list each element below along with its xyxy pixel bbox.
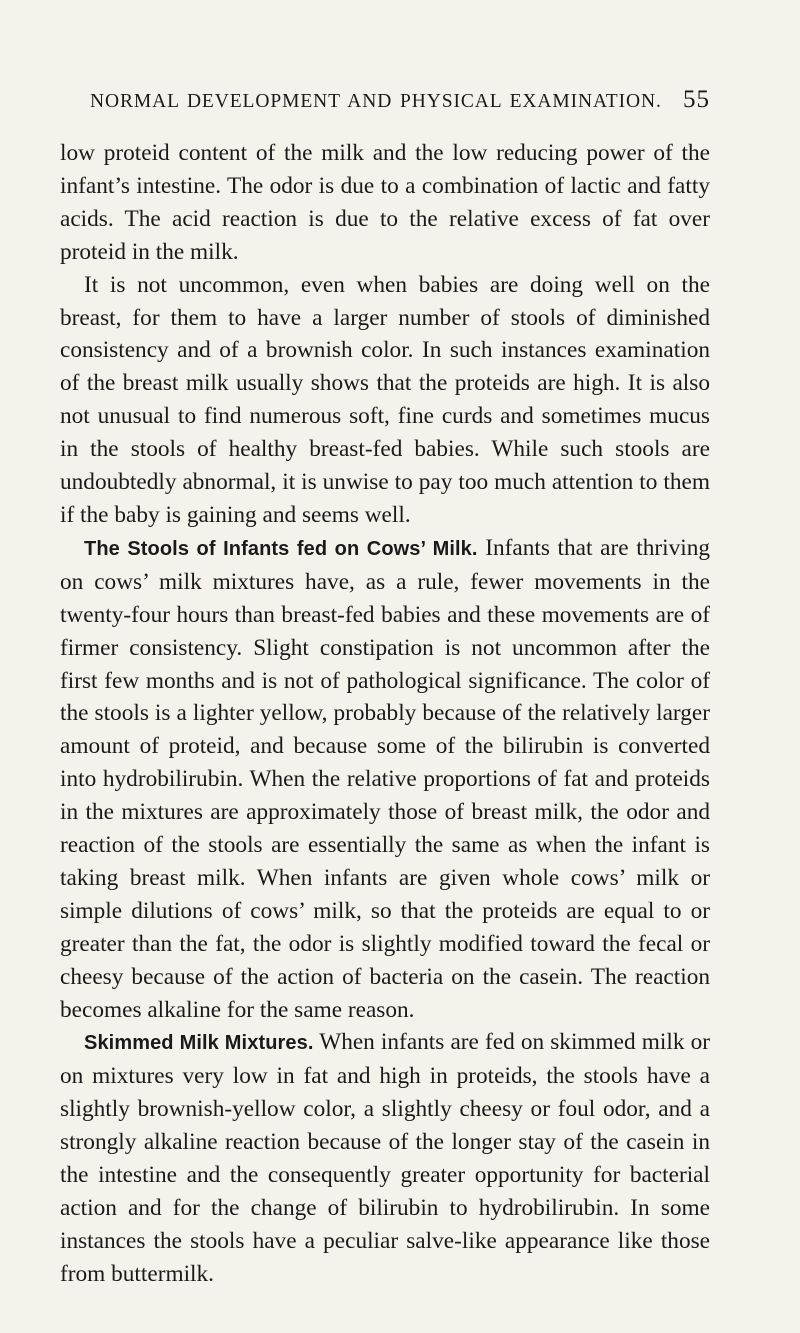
running-head	[90, 86, 710, 114]
paragraph-skimmed-milk	[60, 1026, 710, 1290]
paragraph-text: When infants are fed on skimmed milk or on mixtures very low in fat and high in proteids, the stools have a slightly brownish-yellow color, a slightly cheesy or foul odor, and a strongly alkaline reaction because of the longer stay of the casein in the intestine and the consequently greater opportunity for bacterial action and for the change of bilirubin to hydrobilirubin. In some instances the stools have a peculiar salve-like appearance like those from buttermilk.	[60, 1029, 710, 1287]
section-heading-cows-milk: The Stools of Infants fed on Cows’ Milk.	[84, 537, 478, 560]
paragraph-text: low proteid content of the milk and the low reducing power of the infant’s intestine. The odor is due to a combination of lactic and fatty acids. The acid reaction is due to the relative excess of fat over proteid in the milk.	[60, 140, 710, 265]
running-title: NORMAL DEVELOPMENT AND PHYSICAL EXAMINATION.	[90, 91, 662, 112]
paragraph-text: It is not uncommon, even when babies are doing well on the breast, for them to have a larger number of stools of diminished consistency and of a brownish color. In such instances examination of the breast milk usually shows that the proteids are high. It is also not unusual to find numerous soft, fine curds and sometimes mucus in the stools of healthy breast-fed babies. While such stools are undoubtedly abnormal, it is unwise to pay too much attention to them if the baby is gaining and seems well.	[60, 271, 710, 528]
paragraph-cows-milk-stools	[60, 532, 710, 1027]
page-number: 55	[683, 86, 710, 113]
paragraph-continued	[60, 137, 710, 269]
section-heading-skimmed-milk: Skimmed Milk Mixtures.	[84, 1032, 314, 1055]
paragraph-breast-fed-stools	[60, 269, 710, 532]
paragraph-text: Infants that are thriving on cows’ milk mixtures have, as a rule, fewer movements in the twenty-four hours than breast-fed babies and these movements are of firmer consistency. Slight constipation is not uncommon after the first few months and is not of pathological significance. The color of the stools is a lighter yellow, probably because of the relatively larger amount of proteid, and because some of the bilirubin is converted into hydrobilirubin. When the relative proportions of fat and proteids in the mixtures are approximately those of breast milk, the odor and reaction of the stools are essentially the same as when the infant is taking breast milk. When infants are given whole cows’ milk or simple dilutions of cows’ milk, so that the proteids are equal to or greater than the fat, the odor is slightly modified toward the fecal or cheesy because of the action of bacteria on the casein. The reaction becomes alkaline for the same reason.	[60, 534, 711, 1023]
body-text	[60, 137, 710, 1291]
